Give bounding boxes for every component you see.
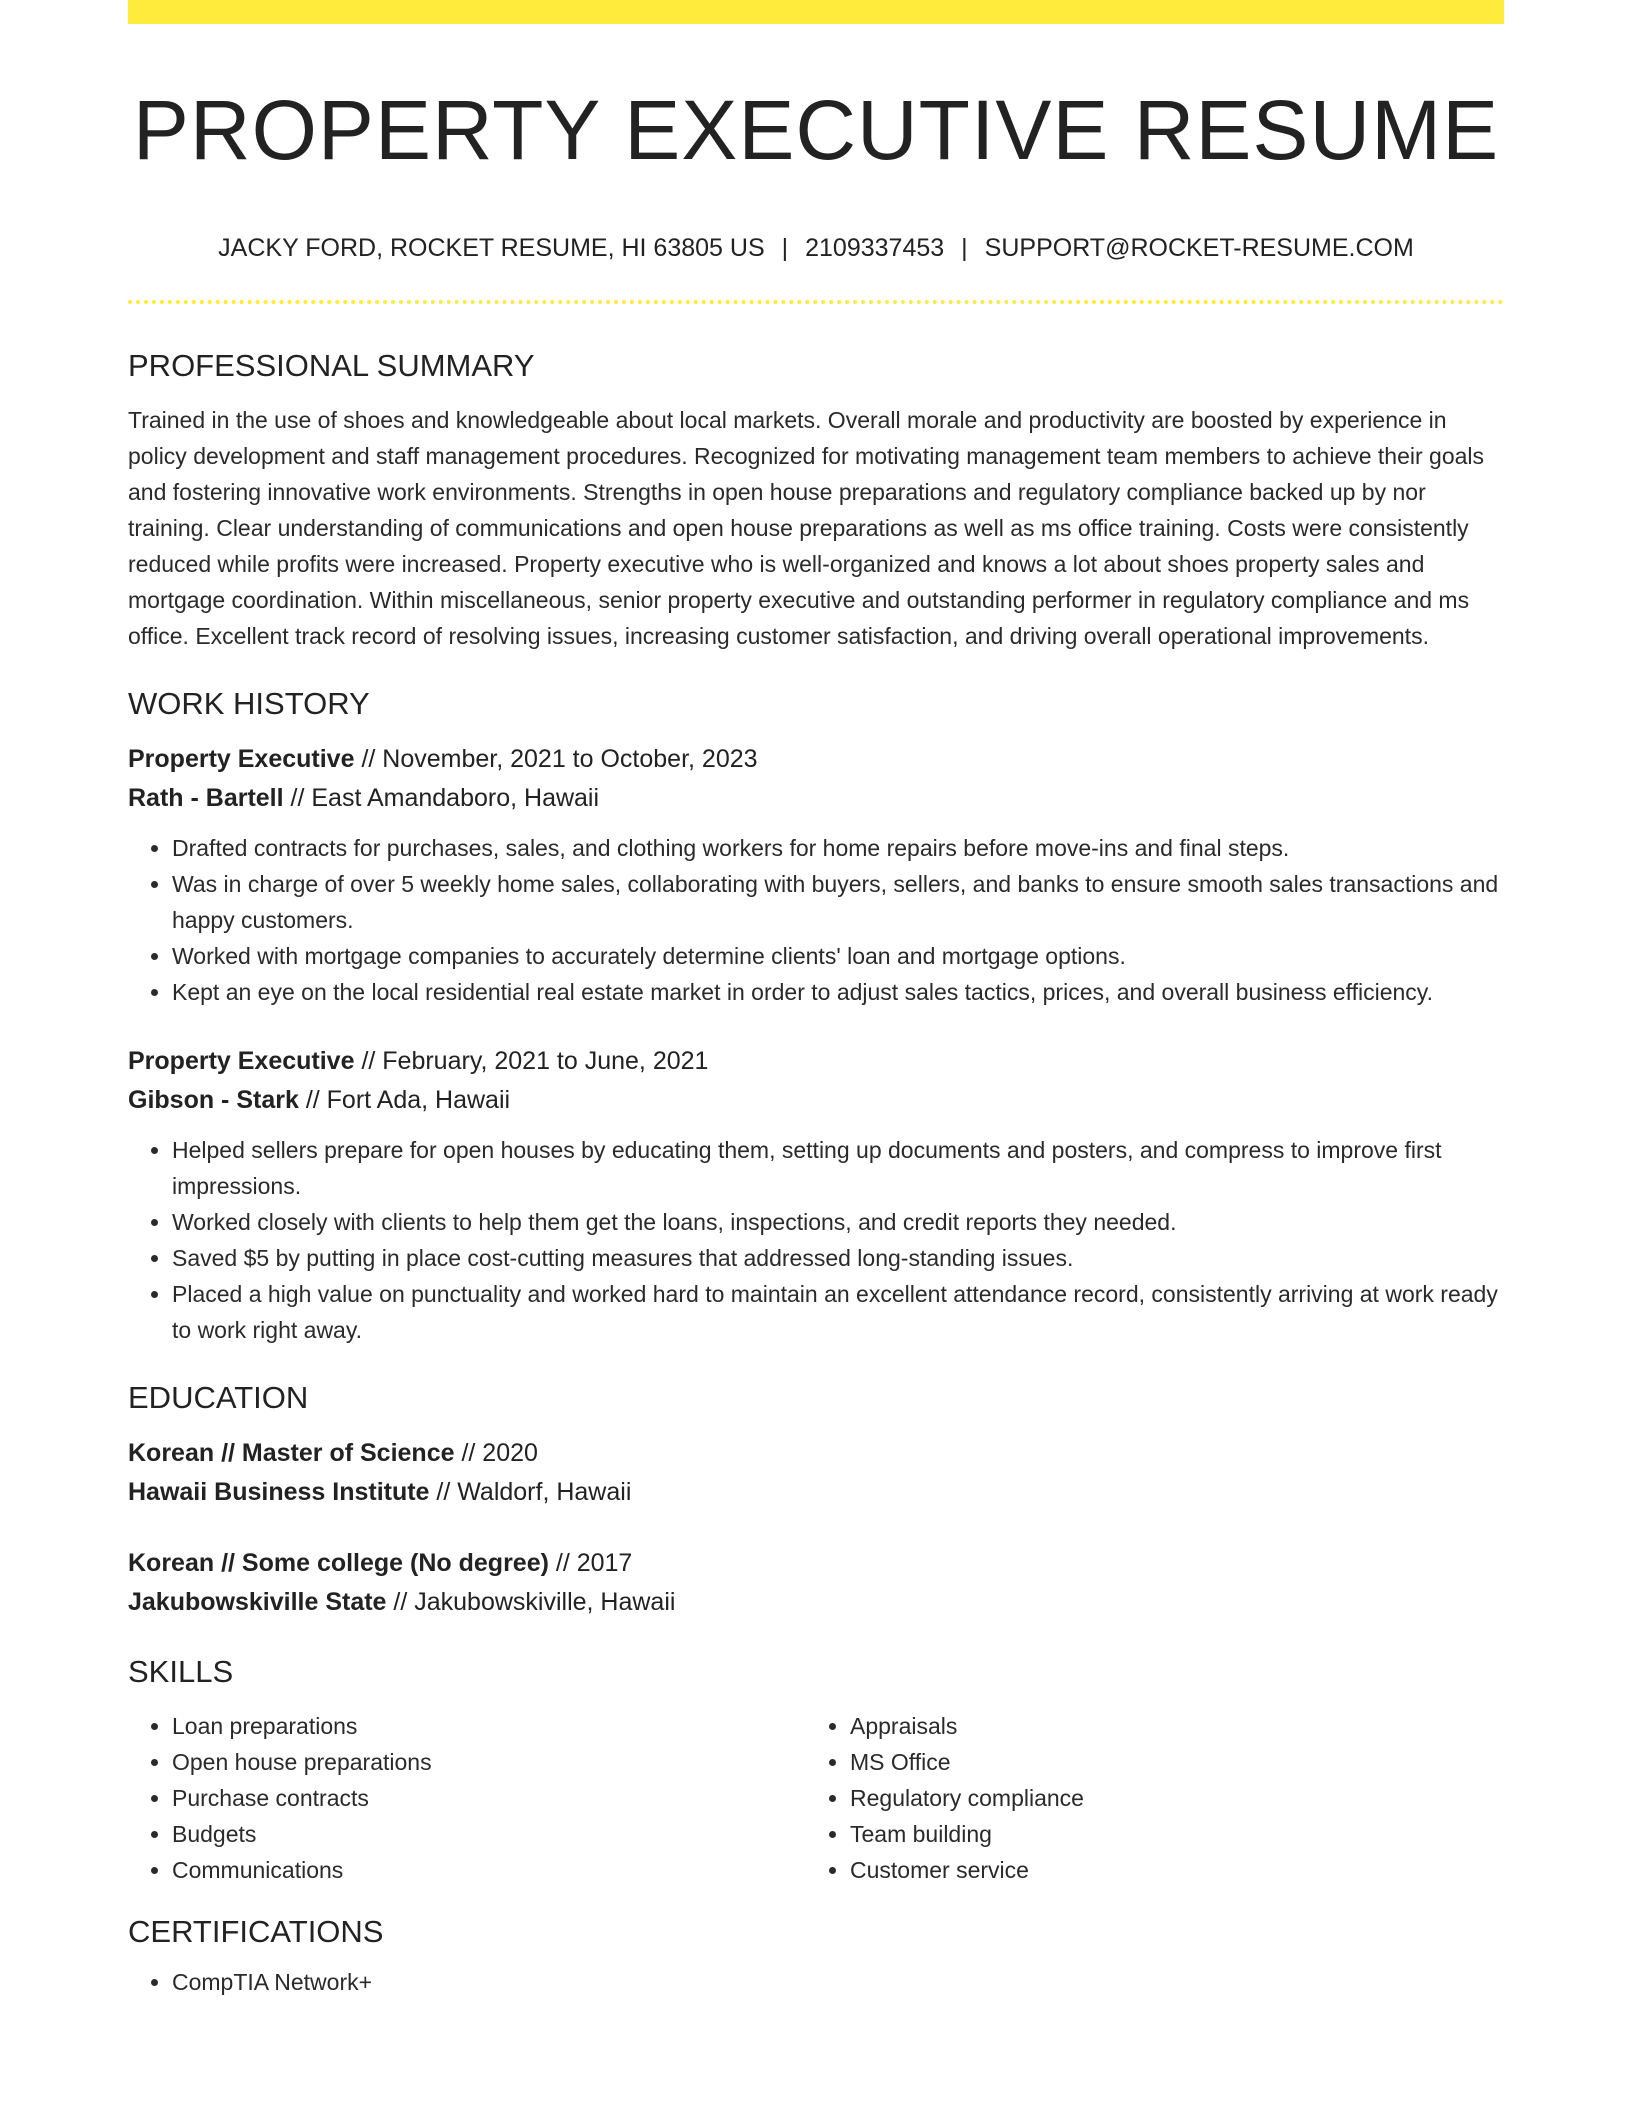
resume-page bbox=[128, 0, 1504, 2000]
work-history-heading: WORK HISTORY bbox=[128, 686, 370, 721]
education-school: Hawaii Business Institute bbox=[128, 1478, 430, 1506]
job-bullet: • Kept an eye on the local residential real estate market in order to adjust sales tactics, prices, and overall business efficiency. bbox=[172, 974, 1504, 1010]
skill-item: • Team building bbox=[850, 1816, 1484, 1852]
skills-grid bbox=[128, 1708, 1504, 1888]
job-location: // Fort Ada, Hawaii bbox=[298, 1086, 511, 1114]
skill-item: • Appraisals bbox=[850, 1708, 1484, 1744]
skill-item: • Regulatory compliance bbox=[850, 1780, 1484, 1816]
job-bullet: • Drafted contracts for purchases, sales, and clothing workers for home repairs before move-ins and final steps. bbox=[172, 830, 1504, 866]
job-company: Gibson - Stark bbox=[128, 1086, 299, 1114]
job-entry bbox=[128, 740, 1504, 1010]
education-school: Jakubowskiville State bbox=[128, 1588, 387, 1616]
summary-text: Trained in the use of shoes and knowledgeable about local markets. Overall morale and productivity are boosted by experience in policy development and staff management procedures. Recognized for motivating management team members to achieve their goals and fostering innovative work environments. Strengths in open house preparations and regulatory compliance backed up by nor training. Clear understanding of communications and open house preparations as well as ms office training. Costs were consistently reduced while profits were increased. Property executive who is well-organized and knows a lot about shoes property sales and mortgage coordination. Within miscellaneous, senior property executive and outstanding performer in regulatory compliance and ms office. Excellent track record of resolving issues, increasing customer satisfaction, and driving overall operational improvements. bbox=[128, 407, 1485, 649]
contact-line bbox=[128, 232, 1504, 264]
education-location: // Waldorf, Hawaii bbox=[429, 1478, 632, 1506]
contact-phone: 2109337453 bbox=[805, 234, 945, 262]
job-bullet: • Was in charge of over 5 weekly home sales, collaborating with buyers, sellers, and banks to ensure smooth sales transactions and happy customers. bbox=[172, 866, 1504, 938]
job-title-line bbox=[128, 1042, 1504, 1081]
education-heading: EDUCATION bbox=[128, 1380, 309, 1415]
certification-item: • CompTIA Network+ bbox=[172, 1964, 1504, 2000]
education-degree-line bbox=[128, 1434, 1504, 1473]
job-dates: // February, 2021 to June, 2021 bbox=[354, 1047, 709, 1075]
skills-column-right bbox=[806, 1708, 1484, 1888]
job-title: Property Executive bbox=[128, 1047, 355, 1075]
job-title: Property Executive bbox=[128, 745, 355, 773]
page-title: PROPERTY EXECUTIVE RESUME bbox=[132, 83, 1500, 177]
summary-heading: PROFESSIONAL SUMMARY bbox=[128, 348, 535, 383]
skill-item: • Loan preparations bbox=[172, 1708, 806, 1744]
skill-item: • Purchase contracts bbox=[172, 1780, 806, 1816]
skills-column-left bbox=[128, 1708, 806, 1888]
job-bullets bbox=[128, 830, 1504, 1010]
job-bullet: • Placed a high value on punctuality and worked hard to maintain an excellent attendance record, consistently arriving at work ready to work right away. bbox=[172, 1276, 1504, 1348]
job-bullet: • Saved $5 by putting in place cost-cutting measures that addressed long-standing issues. bbox=[172, 1240, 1504, 1276]
job-entry bbox=[128, 1042, 1504, 1348]
job-location: // East Amandaboro, Hawaii bbox=[283, 784, 600, 812]
job-company: Rath - Bartell bbox=[128, 784, 284, 812]
job-title-line bbox=[128, 740, 1504, 779]
skill-item: • Open house preparations bbox=[172, 1744, 806, 1780]
job-bullet: • Worked closely with clients to help them get the loans, inspections, and credit reports they needed. bbox=[172, 1204, 1504, 1240]
skill-item: • Budgets bbox=[172, 1816, 806, 1852]
job-bullet: • Worked with mortgage companies to accurately determine clients' loan and mortgage options. bbox=[172, 938, 1504, 974]
job-company-line bbox=[128, 1081, 1504, 1120]
skill-item: • MS Office bbox=[850, 1744, 1484, 1780]
skill-item: • Customer service bbox=[850, 1852, 1484, 1888]
skills-heading: SKILLS bbox=[128, 1654, 234, 1689]
education-year: // 2020 bbox=[454, 1439, 538, 1467]
education-degree: Korean // Some college (No degree) bbox=[128, 1549, 549, 1577]
education-degree-line bbox=[128, 1544, 1504, 1583]
job-company-line bbox=[128, 779, 1504, 818]
education-entry bbox=[128, 1544, 1504, 1622]
top-accent-bar bbox=[128, 0, 1504, 24]
certifications-heading: CERTIFICATIONS bbox=[128, 1914, 384, 1949]
certifications-list bbox=[128, 1964, 1504, 2000]
job-dates: // November, 2021 to October, 2023 bbox=[354, 745, 758, 773]
job-bullets bbox=[128, 1132, 1504, 1348]
skill-item: • Communications bbox=[172, 1852, 806, 1888]
dotted-divider bbox=[128, 300, 1504, 304]
education-year: // 2017 bbox=[548, 1549, 633, 1577]
education-school-line bbox=[128, 1473, 1504, 1512]
education-degree: Korean // Master of Science bbox=[128, 1439, 455, 1467]
job-bullet: • Helped sellers prepare for open houses by educating them, setting up documents and posters, and compress to improve first impressions. bbox=[172, 1132, 1504, 1204]
contact-email: SUPPORT@ROCKET-RESUME.COM bbox=[984, 234, 1414, 262]
contact-separator: | bbox=[961, 234, 968, 262]
education-location: // Jakubowskiville, Hawaii bbox=[386, 1588, 676, 1616]
contact-separator: | bbox=[781, 234, 789, 262]
education-school-line bbox=[128, 1583, 1504, 1622]
education-entry bbox=[128, 1434, 1504, 1512]
contact-address: JACKY FORD, ROCKET RESUME, HI 63805 US bbox=[218, 234, 765, 262]
